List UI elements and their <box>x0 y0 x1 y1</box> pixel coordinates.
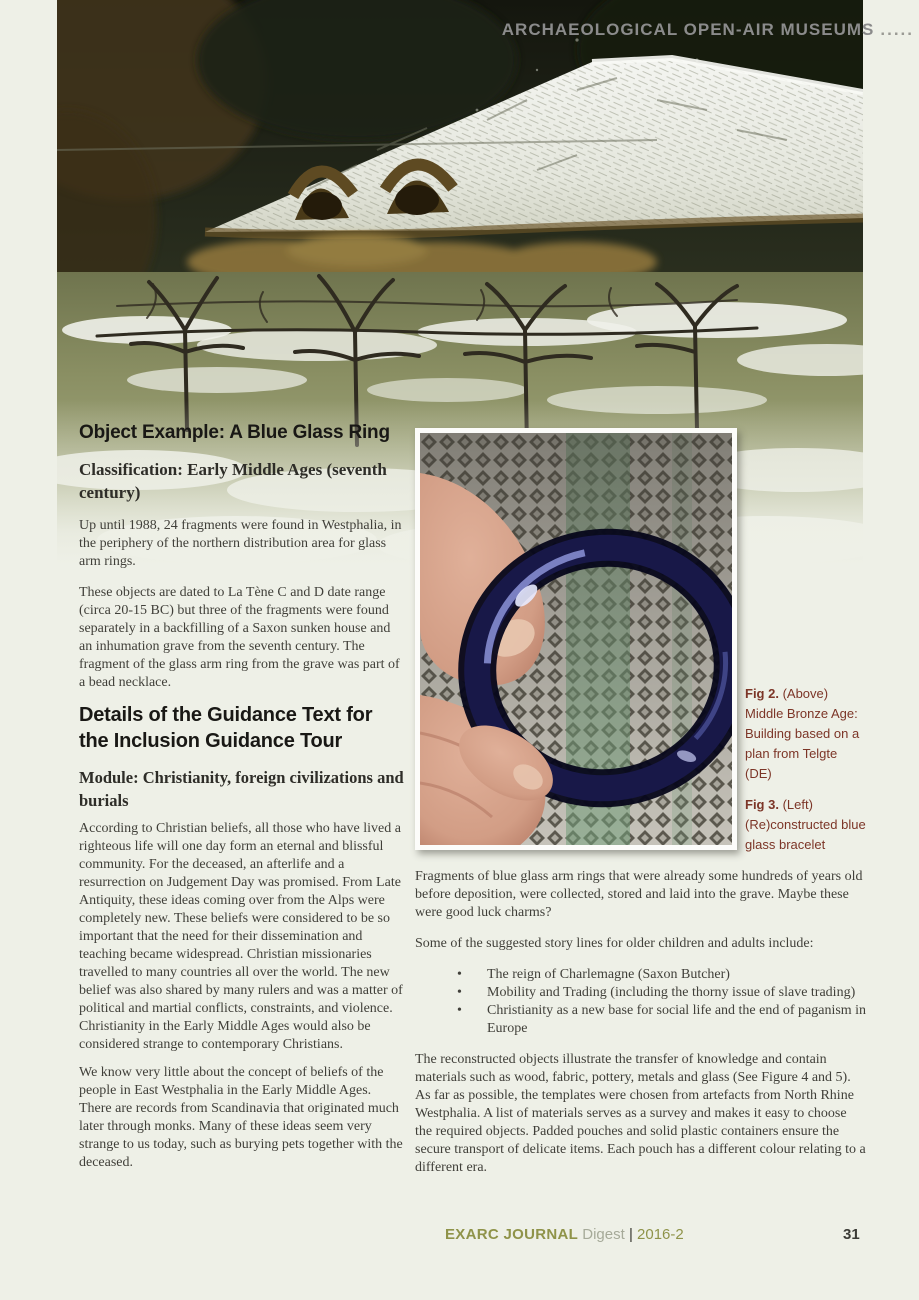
journal-name: EXARC JOURNAL <box>445 1226 579 1243</box>
bullet-icon: • <box>457 985 462 1000</box>
running-head-dots: ..... <box>880 20 914 39</box>
journal-edition: Digest <box>582 1226 625 1243</box>
list-item: • Christianity as a new base for social life and the end of paganism in Europe <box>457 1003 867 1036</box>
list-item: • Mobility and Trading (including the thorny issue of slave trading) <box>457 985 856 1000</box>
paragraph-christian-beliefs: According to Christian beliefs, all those who have lived a righteous life will one day form an eternal and blissful community. For the deceased, an afterlife and a resurrection on Judgement Day was promised. From Late Antiquity, these ideas coming over from the Alps were completely new. These beliefs were considered to be so important that the need for their dissemination and teaching became widespread. Christian missionaries travelled to many countries all over the world. The new belief was also shared by many rulers and was a matter of political and martial conflicts, constraints, and violence. Christianity in the Early Middle Ages would also be considered strange to contemporary Christians. <box>79 821 403 1052</box>
fig2-caption: Fig 2. (Above) Middle Bronze Age: Building based on a plan from Telgte (DE) <box>745 686 860 781</box>
module-subheading: Module: Christianity, foreign civilizations and burials <box>79 768 404 810</box>
list-item: • The reign of Charlemagne (Saxon Butcher) <box>457 967 730 982</box>
paragraph-reconstructed-objects: The reconstructed objects illustrate the transfer of knowledge and contain materials such as wood, fabric, pottery, metals and glass (See Figure 4 and 5). As far as possible, the templates were chosen from artefacts from North Rhine Westphalia. A list of materials serves as a survey and makes it easy to choose the required objects. Padded pouches and solid plastic containers ensure the secure transport of delicate items. Each pouch has a different colour relating to a different era. <box>415 1052 866 1175</box>
paragraph-blue-glass-fragments: Fragments of blue glass arm rings that were already some hundreds of years old before deposition, were collected, stored and laid into the grave. Maybe these were good luck charms? <box>415 869 863 920</box>
paragraph-story-lines-intro: Some of the suggested story lines for older children and adults include: <box>415 936 814 951</box>
paragraph-east-westphalia: We know very little about the concept of beliefs of the people in East Westphalia in the Early Middle Ages. There are records from Scandinavia that originated much later through monks. Many of these ideas seem very strange to us today, such as burying pets together with the deceased. <box>79 1065 403 1170</box>
blue-glass-ring-photo <box>415 428 737 850</box>
fig2-label: Fig 2. <box>745 686 779 701</box>
classification-subheading: Classification: Early Middle Ages (seventh century) <box>79 460 387 502</box>
object-example-heading: Object Example: A Blue Glass Ring <box>79 422 390 443</box>
journal-issue: 2016-2 <box>637 1226 684 1243</box>
page-footer <box>57 1226 863 1250</box>
page-number: 31 <box>843 1226 860 1243</box>
bullet-icon: • <box>457 967 462 982</box>
ring-photo-illustration <box>420 433 732 845</box>
paragraph-la-tene-dating: These objects are dated to La Tène C and D date range (circa 20-15 BC) but three of the fragments were found separately in a backfilling of a Saxon sunken house and an inhumation grave from the seventh century. The fragment of the glass arm ring from the grave was part of a bead necklace. <box>79 585 400 690</box>
right-column <box>415 868 867 1190</box>
bullet-icon: • <box>457 1003 462 1018</box>
journal-imprint <box>445 1226 684 1243</box>
story-lines-list <box>415 966 867 1038</box>
figure-captions <box>745 684 867 866</box>
fig3-caption: Fig 3. (Left) (Re)constructed blue glass bracelet <box>745 797 866 852</box>
fig3-label: Fig 3. <box>745 797 779 812</box>
running-head <box>502 20 914 40</box>
running-head-label: ARCHAEOLOGICAL OPEN-AIR MUSEUMS <box>501 20 875 39</box>
guidance-text-heading: Details of the Guidance Text for the Inclusion Guidance Tour <box>79 704 373 752</box>
paragraph-fragments-found: Up until 1988, 24 fragments were found in Westphalia, in the periphery of the northern distribution area for glass arm rings. <box>79 518 402 569</box>
left-column <box>79 420 405 1185</box>
footer-separator: | <box>628 1226 633 1243</box>
